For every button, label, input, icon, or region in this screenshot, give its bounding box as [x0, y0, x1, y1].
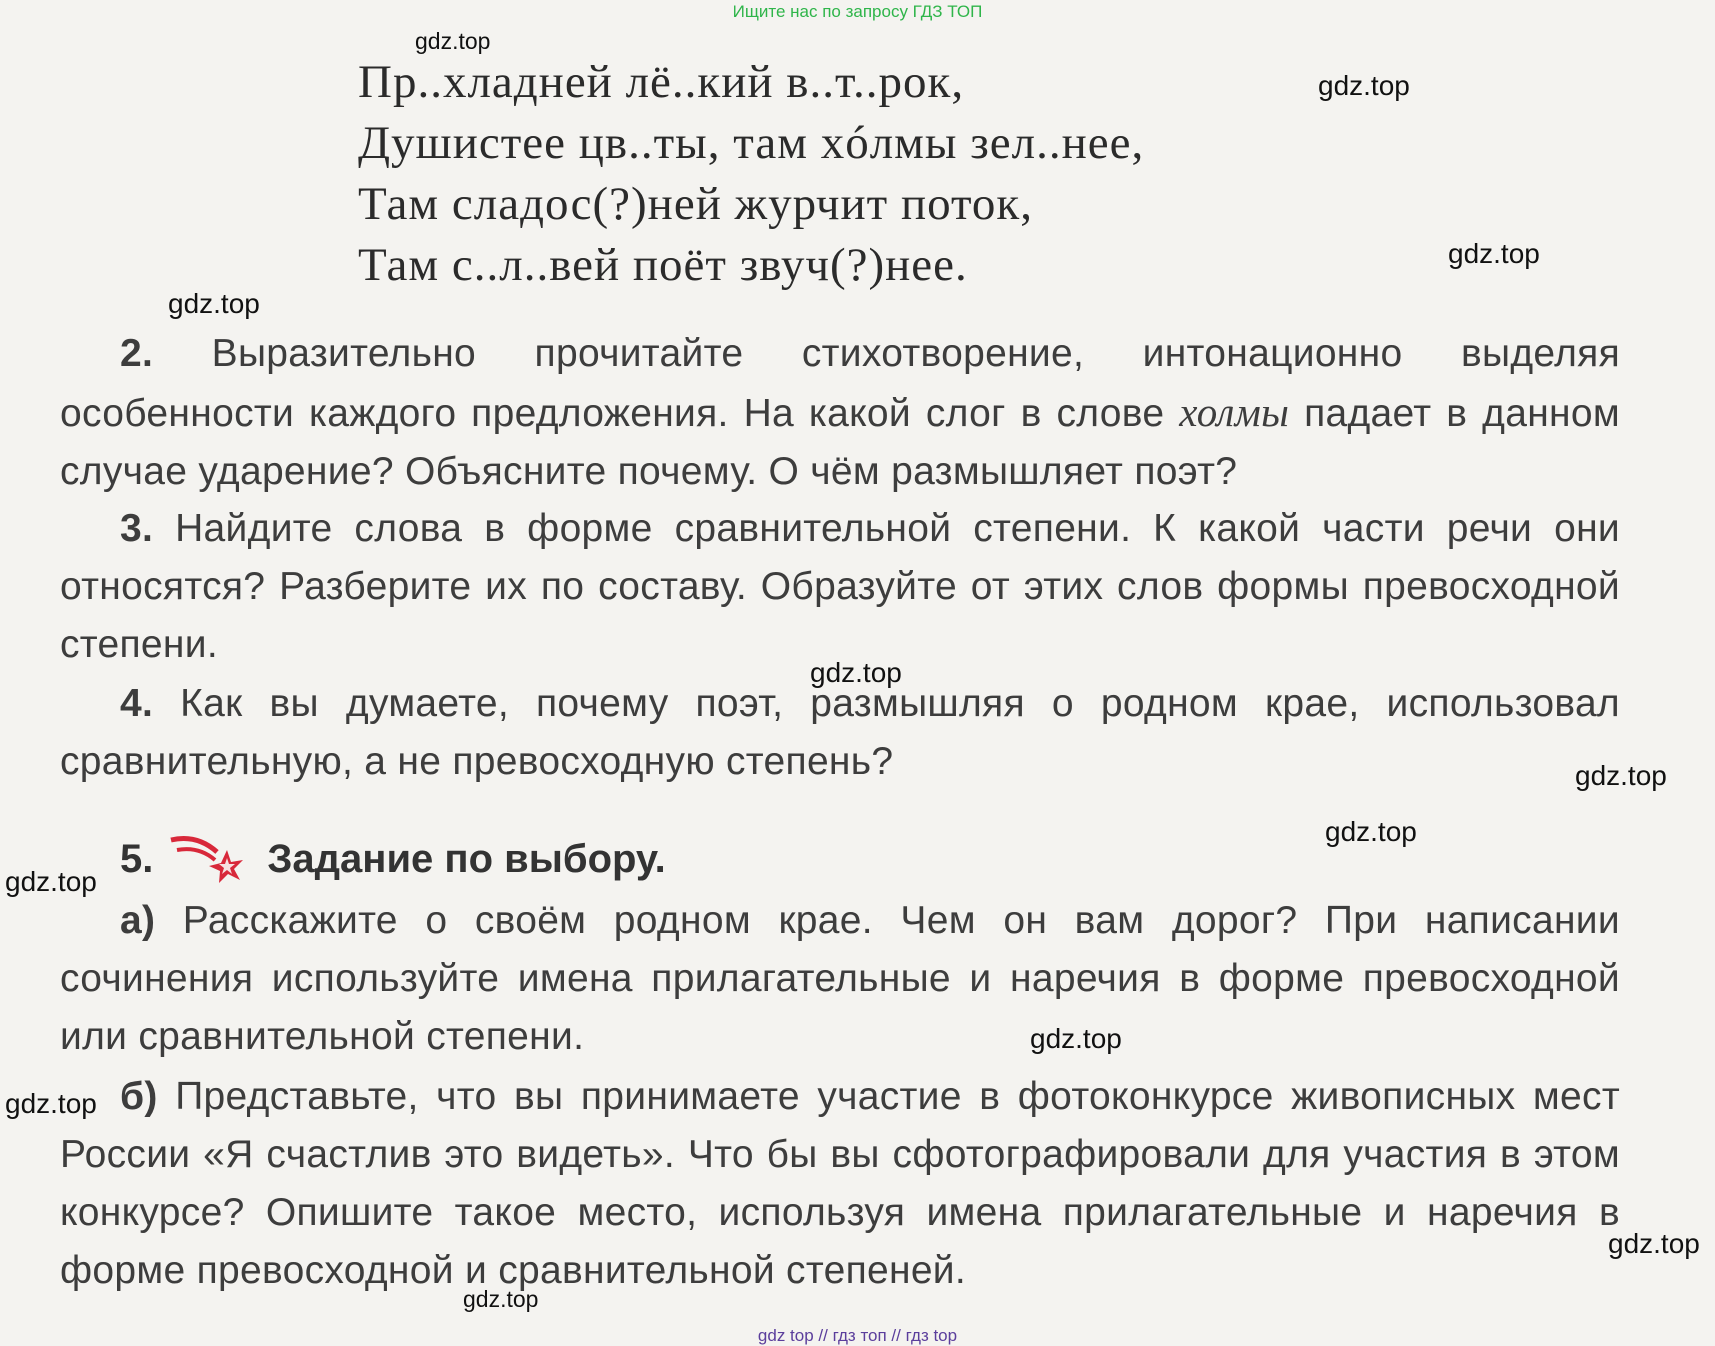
option-label: а) — [120, 899, 156, 942]
task-text: Представьте, что вы принимаете участие в фотоконкурсе живописных мест России «Я счастлив это видеть». Что бы вы сфотографировали для участия в этом конкурсе? Опишите такое место, используя имена прилагательные и наречия в форме превосходной и сравнительной степеней. — [60, 1075, 1621, 1292]
watermark: gdz.top — [463, 1286, 539, 1312]
task-text: падает в данном случае ударение? Объясните почему. О чём размышляет поэт? — [60, 392, 1620, 493]
poem-line: Пр..хладней лё..кий в..т..рок, — [358, 56, 965, 108]
task-text: Как вы думаете, почему поэт, размышляя о родном крае, использовал сравнительную, а не превосходную степень? — [60, 682, 1620, 783]
watermark: gdz.top — [5, 866, 97, 897]
task-text: Расскажите о своём родном крае. Чем он вам дорог? При написании сочинения используйте имена прилагательные и наречия в форме превосходной или сравнительной степени. — [60, 899, 1620, 1058]
task-number: 3. — [120, 507, 154, 550]
task-number: 5. — [120, 836, 154, 881]
task-5a — [60, 892, 1620, 1066]
watermark: gdz.top — [810, 657, 902, 688]
poem — [358, 52, 1144, 296]
task-text: Выразительно прочитайте стихотворение, интонационно выделяя особенности каждого предложения. На какой слог в слове — [60, 332, 1620, 435]
task-text: Найдите слова в форме сравнительной степени. К какой части речи они относятся? Разберите их по составу. Образуйте от этих слов формы превосходной степени. — [60, 507, 1620, 666]
task-number: 2. — [120, 332, 154, 375]
task-number: 4. — [120, 682, 154, 725]
option-label: б) — [120, 1075, 158, 1118]
watermark: gdz.top — [1325, 816, 1417, 847]
watermark: gdz.top — [1030, 1023, 1122, 1054]
bottom-banner[interactable]: gdz top // гдз топ // гдз top — [757, 1326, 958, 1345]
watermark: gdz.top — [415, 28, 491, 54]
poem-line: Там с..л..вей поёт звуч(?)нее. — [358, 239, 968, 291]
task-italic-word: холмы — [1179, 389, 1290, 435]
star-burst-icon — [167, 830, 253, 888]
top-banner[interactable]: Ищите нас по запросу ГДЗ ТОП — [732, 2, 983, 21]
task-4 — [60, 675, 1620, 791]
watermark: gdz.top — [168, 288, 260, 319]
poem-line: Душистее цв..ты, там хóлмы зел..нее, — [358, 117, 1145, 169]
task-3 — [60, 500, 1620, 674]
poem-line: Там сладос(?)ней журчит поток, — [358, 178, 1034, 230]
task-5-title: Задание по выбору. — [267, 836, 666, 881]
watermark: gdz.top — [1608, 1228, 1700, 1259]
watermark: gdz.top — [1318, 70, 1410, 101]
task-2 — [60, 325, 1620, 501]
watermark: gdz.top — [5, 1088, 97, 1119]
task-5-heading — [120, 830, 666, 888]
watermark: gdz.top — [1448, 238, 1540, 269]
watermark: gdz.top — [1575, 760, 1667, 791]
task-5b — [60, 1068, 1620, 1300]
